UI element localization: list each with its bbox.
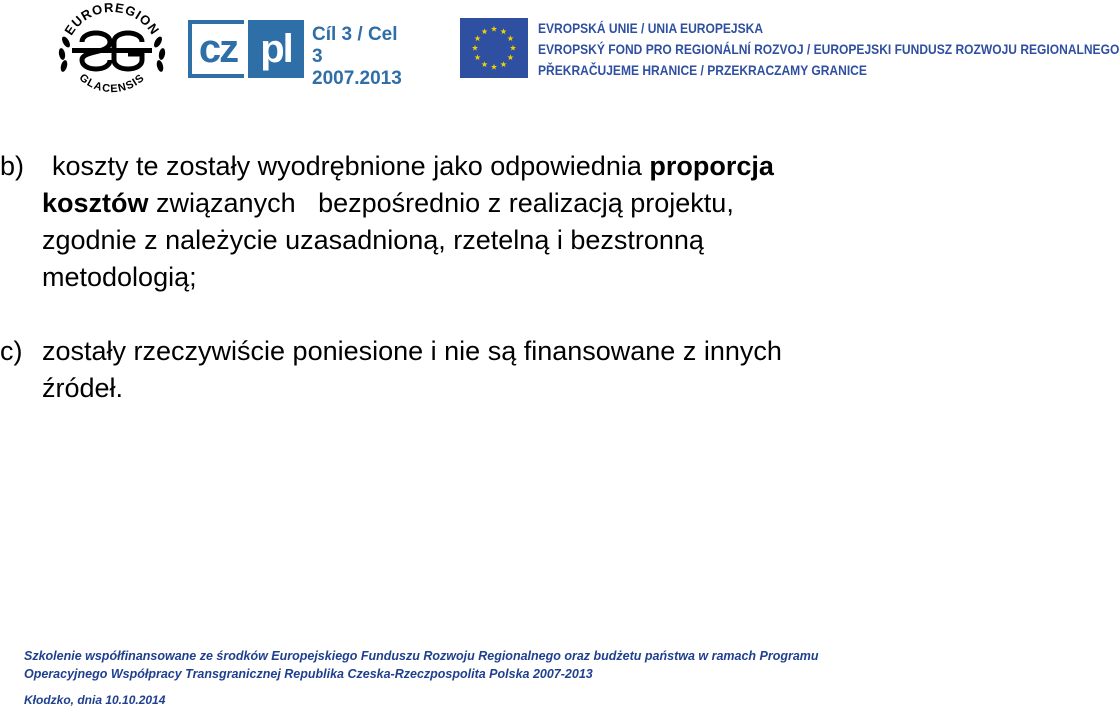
item-b-line3: zgodnie z należycie uzasadnioną, rzetelną i bezstronną: [42, 225, 704, 255]
list-item-b-text: [42, 148, 960, 296]
list-item-c-text: [42, 333, 960, 407]
czpl-logo-text: [312, 24, 402, 90]
item-b-line2-text: związanych bezpośrednio z realizacją projektu,: [148, 188, 734, 218]
list-marker-b: b): [0, 151, 25, 181]
list-item-c: [0, 333, 960, 407]
item-b-line2: [42, 185, 960, 222]
item-b-line1-text: koszty te zostały wyodrębnione jako odpowiednia: [52, 151, 650, 181]
slide-content: [0, 148, 960, 407]
item-b-line1: [52, 148, 960, 185]
list-item-b: [0, 148, 960, 296]
eu-funding-text: [538, 18, 1119, 81]
eu-text-line2: EVROPSKÝ FOND PRO REGIONÁLNÍ ROZVOJ / EUROPEJSKI FUNDUSZ ROZWOJU REGIONALNEGO: [538, 41, 1119, 57]
eu-text-line1: EVROPSKÁ UNIE / UNIA EUROPEJSKA: [538, 20, 764, 36]
item-b-line2-bold: kosztów: [42, 188, 149, 218]
item-c-line2: źródeł.: [42, 373, 124, 403]
footer-line2: Operacyjnego Współpracy Transgranicznej Republika Czeska-Rzeczpospolita Polska 2007-2013: [24, 667, 593, 681]
czpl-logo-cz: cz: [188, 20, 244, 78]
list-marker-c: c): [0, 336, 23, 366]
item-b-line1-bold: proporcja: [649, 151, 774, 181]
eu-text-line3: PŘEKRAČUJEME HRANICE / PRZEKRACZAMY GRANICE: [538, 62, 867, 78]
footer-line1: Szkolenie współfinansowane ze środków Europejskiego Funduszu Rozwoju Regionalnego oraz budżetu państwa w ramach Programu: [24, 649, 819, 663]
czpl-cross-border-logo: [188, 20, 402, 89]
euroregion-logo-bottom-text: GLACENSIS: [76, 71, 148, 96]
item-b-line4: metodologią;: [42, 262, 197, 292]
euroregion-glacensis-logo: [52, 2, 172, 106]
footer-date: Kłodzko, dnia 10.10.2014: [24, 693, 166, 707]
eu-flag-icon: [460, 18, 528, 78]
czpl-logo-pl: pl: [248, 20, 304, 78]
item-c-line1: zostały rzeczywiście poniesione i nie są finansowane z innych: [42, 336, 782, 366]
header: [0, 0, 1119, 110]
svg-text:EUROREGION: [61, 2, 162, 38]
euroregion-logo-top-text: EUROREGION: [61, 2, 163, 38]
czpl-logo-line1: Cíl 3 / Cel 3: [312, 24, 398, 67]
svg-text:GLACENSIS: [77, 72, 147, 96]
czpl-logo-line2: 2007.2013: [312, 68, 402, 89]
footer-funding-note: [24, 647, 819, 683]
